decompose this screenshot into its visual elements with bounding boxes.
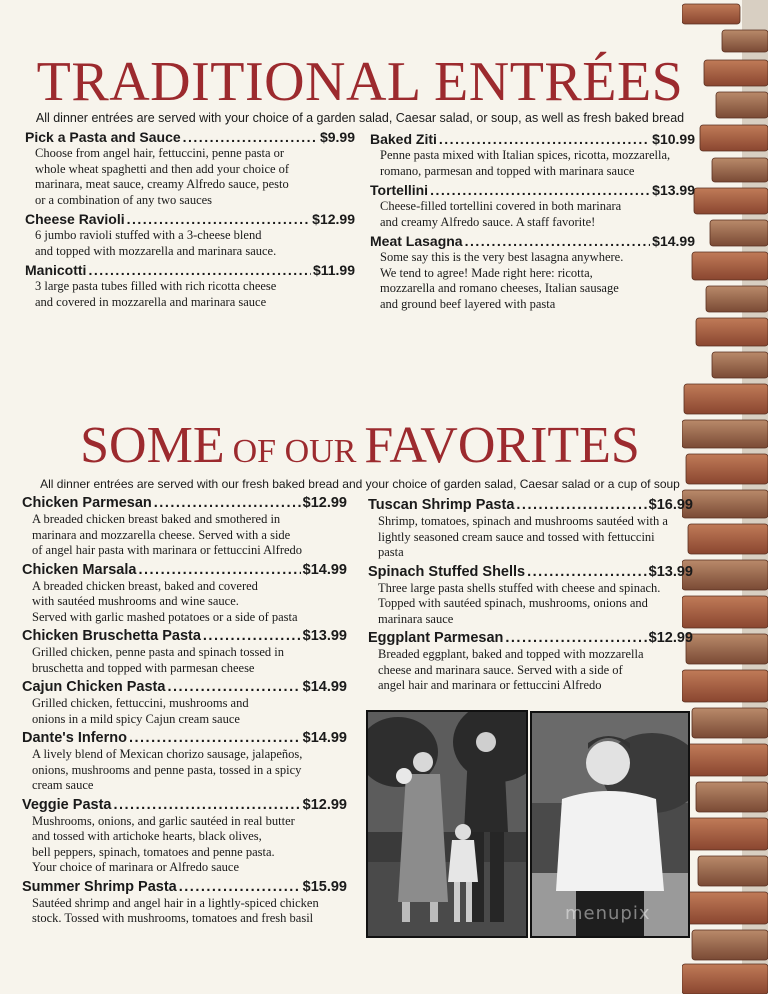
description-line: Grilled chicken, fettuccini, mushrooms and [32, 696, 249, 710]
description-line: and tossed with artichoke hearts, black olives, [32, 829, 262, 843]
dot-leader [113, 797, 300, 813]
description-line: We tend to agree! Made right here: ricotta, [380, 265, 593, 280]
menu-item-name: Veggie Pasta [22, 796, 112, 813]
menu-item-name: Chicken Bruschetta Pasta [22, 628, 201, 644]
description-line: 6 jumbo ravioli stuffed with a 3-cheese blend [35, 228, 262, 242]
description-line: Choose from angel hair, fettuccini, penne pasta or [35, 146, 285, 160]
menu-item-name: Tortellini [370, 182, 429, 198]
description-line: Grilled chicken, penne pasta and spinach tossed in [32, 645, 285, 659]
traditional-left-column [25, 129, 355, 313]
menu-item-header [22, 679, 347, 695]
menu-item-description [22, 747, 347, 794]
menu-item-header [25, 129, 355, 145]
menu-item [370, 131, 695, 179]
menu-item-price: $14.99 [652, 233, 695, 249]
menu-item [25, 211, 355, 259]
menu-item-header [368, 497, 693, 513]
traditional-entrees-title: TRADITIONAL ENTRÉES [36, 51, 684, 113]
description-line: A breaded chicken breast baked and smothered in [32, 512, 281, 526]
menu-item-price: $14.99 [302, 679, 347, 695]
menu-item-name: Baked Ziti [370, 131, 437, 147]
menu-item-header [22, 495, 347, 511]
favorites-title-some: SOME [80, 417, 225, 474]
menu-item-description [22, 645, 347, 676]
dot-leader [88, 262, 310, 278]
menu-item-price: $14.99 [302, 730, 347, 746]
dot-leader [527, 564, 647, 580]
menu-item [368, 497, 693, 561]
menu-item-name: Manicotti [25, 262, 87, 278]
menu-item-header [368, 564, 693, 580]
dot-leader [465, 233, 651, 249]
menu-item [22, 797, 347, 876]
menu-item-header [22, 562, 347, 578]
menu-item [22, 679, 347, 727]
menu-item-description [368, 581, 693, 628]
description-line: whole wheat spaghetti and then add your choice of [35, 161, 290, 176]
menu-item [22, 628, 347, 676]
menu-item-price: $16.99 [648, 497, 693, 513]
description-line: Breaded eggplant, baked and topped with mozzarella [378, 647, 644, 661]
description-line: Some say this is the very best lasagna anywhere. [380, 250, 624, 264]
menu-item-name: Dante's Inferno [22, 730, 127, 746]
description-line: angel hair and marinara or fettuccini Alfredo [378, 678, 602, 692]
menu-item-header [22, 628, 347, 644]
menu-item [22, 495, 347, 559]
menu-item-price: $9.99 [319, 129, 355, 145]
favorites-left-column [22, 495, 347, 930]
menu-item-description [368, 514, 693, 561]
favorites-right-column [368, 497, 693, 697]
favorites-subtitle: All dinner entrées are served with our fresh baked bread and your choice of garden salad, Caesar salad or a cup of soup [40, 477, 680, 491]
menu-item-price: $12.99 [312, 211, 355, 227]
description-line: pasta [378, 545, 404, 559]
description-line: marinara and mozzarella cheese. Served with a side [32, 527, 291, 542]
description-line: marinara, meat sauce, creamy Alfredo sauce, pesto [35, 177, 289, 191]
menu-item-name: Pick a Pasta and Sauce [25, 129, 181, 145]
menu-item-price: $13.99 [652, 182, 695, 198]
menu-item-description [22, 896, 347, 927]
description-line: and ground beef layered with pasta [380, 296, 556, 311]
dot-leader [505, 630, 646, 646]
description-line: or a combination of any two sauces [35, 192, 213, 207]
menu-item-description [370, 148, 695, 179]
description-line: lightly seasoned cream sauce and tossed with fettuccini [378, 529, 655, 544]
menu-item [25, 262, 355, 310]
menu-item [368, 564, 693, 628]
description-line: mozzarella and romano cheeses, Italian sausage [380, 281, 619, 295]
description-line: A breaded chicken breast, baked and covered [32, 578, 258, 593]
menu-item-description [25, 228, 355, 259]
menu-item-name: Cajun Chicken Pasta [22, 679, 166, 695]
dot-leader [430, 182, 650, 198]
description-line: bruschetta and topped with parmesan cheese [32, 660, 255, 675]
menu-item [22, 879, 347, 927]
menu-item-name: Chicken Marsala [22, 561, 137, 578]
menu-item-name: Chicken Parmesan [22, 495, 152, 511]
menu-item-name: Tuscan Shrimp Pasta [368, 497, 515, 513]
menu-item [25, 129, 355, 208]
menu-item-header [22, 730, 347, 746]
description-line: and topped with mozzarella and marinara sauce. [35, 243, 277, 258]
menu-item [22, 730, 347, 794]
description-line: and covered in mozzarella and marinara sauce [35, 294, 267, 309]
menu-item-description [22, 579, 347, 626]
description-line: A lively blend of Mexican chorizo sausage, jalapeños, [32, 747, 303, 761]
menu-item-description [22, 696, 347, 727]
menu-item-header [22, 879, 347, 895]
description-line: onions in a mild spicy Cajun cream sauce [32, 711, 240, 726]
dot-leader [439, 131, 650, 147]
menu-item-price: $12.99 [648, 630, 693, 646]
dot-leader [154, 495, 301, 511]
menu-item [370, 182, 695, 230]
dot-leader [183, 129, 318, 145]
menu-item-price: $13.99 [648, 563, 693, 580]
menu-item-description [368, 647, 693, 694]
menu-item-name: Cheese Ravioli [25, 211, 125, 227]
description-line: romano, parmesan and topped with marinara sauce [380, 163, 635, 178]
menu-item-description [22, 512, 347, 559]
description-line: Mushrooms, onions, and garlic sautéed in real butter [32, 813, 295, 828]
description-line: of angel hair pasta with marinara or fettuccini Alfredo [32, 543, 303, 557]
description-line: and creamy Alfredo sauce. A staff favorite! [380, 214, 596, 229]
menu-item-header [370, 131, 695, 147]
menu-item-price: $13.99 [302, 628, 347, 644]
traditional-subtitle: All dinner entrées are served with your choice of a garden salad, Caesar salad, or soup, as well as fresh baked bread [35, 111, 685, 125]
menu-item [368, 630, 693, 694]
menu-item-description [25, 279, 355, 310]
description-line: Your choice of marinara or Alfredo sauce [32, 860, 239, 874]
dot-leader [516, 497, 646, 513]
description-line: Shrimp, tomatoes, spinach and mushrooms sautéed with a [378, 514, 668, 528]
menu-item-name: Eggplant Parmesan [368, 630, 504, 646]
dot-leader [167, 679, 300, 695]
description-line: cheese and marinara sauce. Served with a side of [378, 662, 623, 677]
family-photo [366, 710, 528, 938]
description-line: onions, mushrooms and penne pasta, tossed in a spicy [32, 762, 302, 777]
description-line: bell peppers, spinach, tomatoes and penne pasta. [32, 844, 275, 859]
menu-item-header [370, 182, 695, 198]
menu-item-header [368, 630, 693, 646]
description-line: cream sauce [32, 778, 94, 792]
description-line: stock. Tossed with mushrooms, tomatoes and fresh basil [32, 911, 314, 925]
dot-leader [203, 628, 301, 644]
menu-item-header [22, 797, 347, 813]
dot-leader [179, 879, 301, 895]
description-line: Penne pasta mixed with Italian spices, ricotta, mozzarella, [380, 148, 671, 162]
description-line: marinara sauce [378, 611, 454, 626]
menu-item-name: Meat Lasagna [370, 233, 463, 249]
menu-item-price: $14.99 [302, 561, 347, 578]
menu-item-price: $12.99 [302, 495, 347, 511]
menu-item-header [370, 233, 695, 249]
menu-item-price: $15.99 [302, 878, 347, 895]
menu-item-header [25, 262, 355, 278]
menu-item-description [25, 146, 355, 208]
menu-item-description [22, 814, 347, 876]
description-line: Served with garlic mashed potatoes or a side of pasta [32, 609, 298, 624]
description-line: with sautéed mushrooms and wine sauce. [32, 594, 239, 608]
menu-item-price: $11.99 [312, 262, 355, 278]
menu-item [22, 562, 347, 626]
traditional-right-column [370, 131, 695, 315]
description-line: Sautéed shrimp and angel hair in a lightly-spiced chicken [32, 895, 319, 910]
description-line: Cheese-filled tortellini covered in both marinara [380, 199, 622, 213]
menu-item [370, 233, 695, 312]
menu-item-name: Spinach Stuffed Shells [368, 563, 526, 580]
favorites-title-of-our: OF OUR [232, 433, 357, 470]
favorites-title-favorites: FAVORITES [364, 417, 640, 474]
description-line: 3 large pasta tubes filled with rich ricotta cheese [35, 279, 277, 293]
description-line: Three large pasta shells stuffed with cheese and spinach. [378, 580, 661, 595]
menupix-watermark: menupix [565, 903, 651, 924]
menu-item-price: $10.99 [652, 131, 695, 147]
dot-leader [129, 730, 301, 746]
menu-item-description [370, 250, 695, 312]
dot-leader [127, 211, 311, 227]
menu-item-description [370, 199, 695, 230]
favorites-title [0, 416, 720, 475]
menu-item-header [25, 211, 355, 227]
description-line: Topped with sautéed spinach, mushrooms, onions and [378, 596, 648, 610]
menu-item-name: Summer Shrimp Pasta [22, 878, 177, 895]
dot-leader [138, 562, 300, 578]
menu-item-price: $12.99 [302, 796, 347, 813]
